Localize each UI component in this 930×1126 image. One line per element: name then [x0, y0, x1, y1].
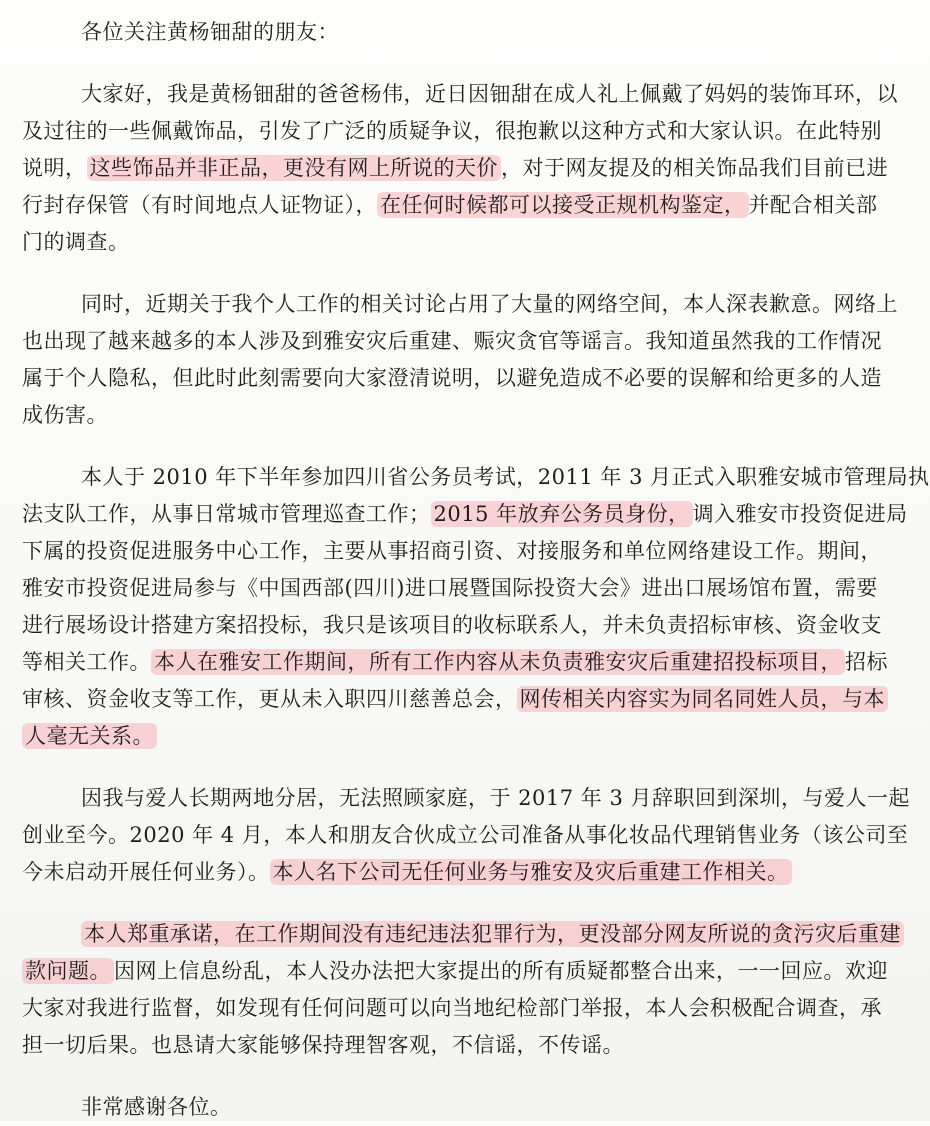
text-line: 大家好，我是黄杨钿甜的爸爸杨伟，近日因钿甜在成人礼上佩戴了妈妈的装饰耳环，以: [81, 82, 898, 106]
paragraph-3: [22, 459, 930, 755]
text-line: 因我与爱人长期两地分居，无法照顾家庭，于 2017 年 3 月辞职回到深圳，与爱人一起: [81, 786, 911, 810]
highlight: 2015 年放弃公务员身份，: [431, 501, 693, 527]
text-line: 门的调查。: [22, 230, 130, 254]
text-line: 雅安市投资促进局参与《中国西部(四川)进口展暨国际投资大会》进出口展场馆布置，需要: [22, 576, 878, 600]
text-line: [22, 718, 918, 755]
text-line: 及过往的一些佩戴饰品，引发了广泛的质疑争议，很抱歉以这种方式和大家认识。在此特别: [22, 119, 882, 143]
text-line: 行封存保管（有时间地点人证物证）， 在任何时候都可以接受正规机构鉴定， 并配合相关部: [22, 193, 878, 217]
highlight: 人毫无关系。: [22, 723, 157, 749]
paragraph-5: [22, 916, 918, 1064]
highlight: 本人在雅安工作期间，所有工作内容从未负责雅安灾后重建招投标项目，: [151, 649, 845, 675]
highlight: 款问题。: [22, 958, 114, 984]
text-line: 成伤害。: [22, 403, 108, 427]
highlight: 本人郑重承诺，在工作期间没有违纪违法犯罪行为，更没部分网友所说的贪污灾后重建: [81, 921, 904, 947]
text-line: 进行展场设计搭建方案招投标，我只是该项目的收标联系人，并未负责招标审核、资金收支: [22, 613, 882, 637]
text-line: 说明， 这些饰品并非正品，更没有网上所说的天价 ，对于网友提及的相关饰品我们目前已进: [22, 156, 888, 180]
closing: 非常感谢各位。: [81, 1095, 232, 1119]
text-line: 法支队工作，从事日常城市管理巡查工作； 2015 年放弃公务员身份， 调入雅安市投资促进局: [22, 502, 908, 526]
paragraph-4: [22, 780, 918, 891]
text-line: 属于个人隐私，但此时此刻需要向大家澄清说明，以避免造成不必要的误解和给更多的人造: [22, 366, 882, 390]
highlight: 本人名下公司无任何业务与雅安及灾后重建工作相关。: [270, 859, 792, 885]
text-line: 今未启动开展任何业务）。 本人名下公司无任何业务与雅安及灾后重建工作相关。: [22, 854, 918, 891]
statement-body: [22, 14, 930, 1126]
text-line: 款问题。 因网上信息纷乱，本人没办法把大家提出的所有质疑都整合出来，一一回应。欢迎: [22, 953, 918, 990]
text-line: 等相关工作。 本人在雅安工作期间，所有工作内容从未负责雅安灾后重建招投标项目， 招标: [22, 650, 888, 674]
highlight: 网传相关内容实为同名同姓人员，与本: [517, 686, 889, 712]
text-line: 同时，近期关于我个人工作的相关讨论占用了大量的网络空间，本人深表歉意。网络上: [81, 292, 898, 316]
text-line: 大家对我进行监督，如发现有任何问题可以向当地纪检部门举报，本人会积极配合调查，承: [22, 996, 882, 1020]
text-line: 本人于 2010 年下半年参加四川省公务员考试，2011 年 3 月正式入职雅安城市管理局执: [81, 465, 930, 489]
text-line: 创业至今。2020 年 4 月，本人和朋友合伙成立公司准备从事化妆品代理销售业务（该公司至: [22, 823, 909, 847]
highlight: 在任何时候都可以接受正规机构鉴定，: [377, 192, 749, 218]
text-line: [22, 916, 918, 953]
paragraph-2: [22, 286, 918, 434]
highlight: 这些饰品并非正品，更没有网上所说的天价: [87, 155, 502, 181]
text-line: 审核、资金收支等工作，更从未入职四川慈善总会， 网传相关内容实为同名同姓人员，与本: [22, 681, 918, 718]
text-line: 担一切后果。也恳请大家能够保持理智客观，不信谣，不传谣。: [22, 1033, 624, 1057]
salutation: 各位关注黄杨钿甜的朋友：: [81, 20, 339, 44]
text-line: 也出现了越来越多的本人涉及到雅安灾后重建、赈灾贪官等谣言。我知道虽然我的工作情况: [22, 329, 882, 353]
text-line: 下属的投资促进服务中心工作，主要从事招商引资、对接服务和单位网络建设工作。期间，: [22, 539, 882, 563]
paragraph-1: [22, 76, 918, 261]
